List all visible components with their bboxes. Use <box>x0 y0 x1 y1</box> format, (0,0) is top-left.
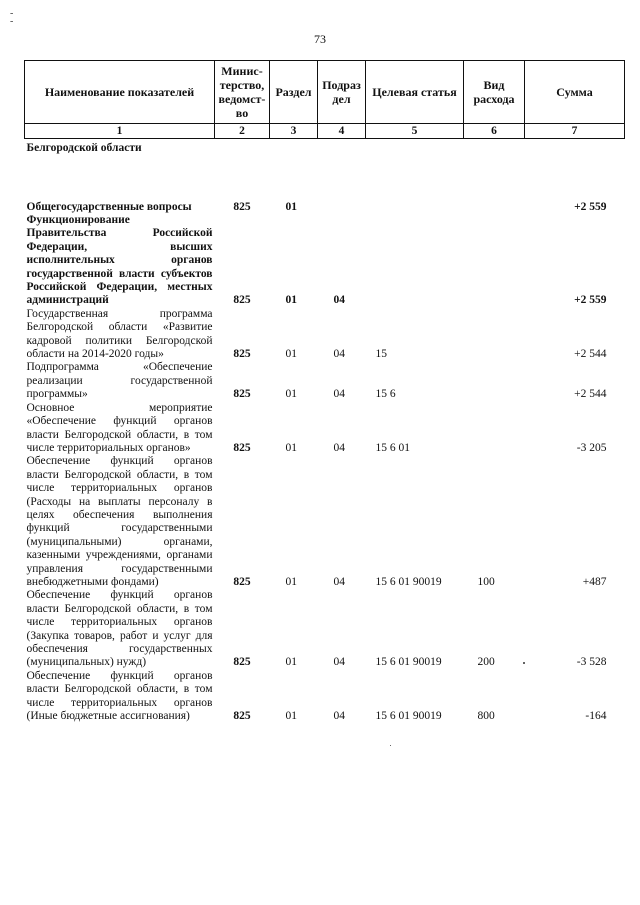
row-expense-type <box>464 361 525 401</box>
row-target-article: 15 6 01 90019 <box>375 656 442 669</box>
row-expense-type <box>464 214 525 308</box>
table-row <box>25 455 625 589</box>
row-ministry: 825 <box>233 200 251 213</box>
row-name: Общегосударственные вопросы <box>26 200 192 213</box>
row-section: 01 <box>285 200 297 213</box>
row-sum: -164 <box>585 710 607 723</box>
row-subsection: 04 <box>333 656 345 669</box>
row-target-article: 15 6 01 90019 <box>375 710 442 723</box>
scan-mark: - - <box>10 8 14 27</box>
row-subsection <box>318 180 366 214</box>
row-ministry: 825 <box>233 294 251 307</box>
column-number: 2 <box>215 124 270 139</box>
row-section: 01 <box>285 710 297 723</box>
page-number: 73 <box>314 32 326 46</box>
row-section: 01 <box>285 348 297 361</box>
org-name-row <box>25 139 625 181</box>
row-section: 01 <box>285 294 297 307</box>
row-expense-type <box>464 402 525 456</box>
row-sum: +2 559 <box>574 294 607 307</box>
row-sum: +487 <box>582 575 607 588</box>
row-expense-type: 200 <box>477 656 495 669</box>
row-sum: -3 528 <box>576 656 607 669</box>
row-ministry: 825 <box>233 388 251 401</box>
row-target-article <box>366 180 464 214</box>
scan-speck <box>390 745 391 746</box>
header-subsection: Подраз дел <box>318 61 366 124</box>
row-subsection: 04 <box>333 388 345 401</box>
row-name: Обеспечение функций органов власти Белгородской области, в том числе территориальных органов (Расходы на выплаты персоналу в целях обеспечения выполнения функций государственными (муниципальными) органами, казенными учреждениями, органами управления государственными внебюджетными фондами) <box>26 455 213 588</box>
table-row <box>25 180 625 214</box>
row-ministry: 825 <box>233 441 251 454</box>
table-row <box>25 670 625 724</box>
row-name: Функционирование Правительства Российской Федерации, высших исполнительных органов государственной власти субъектов Российской Федерации, местных администраций <box>26 214 213 307</box>
column-number: 5 <box>366 124 464 139</box>
row-subsection: 04 <box>333 294 345 307</box>
row-target-article: 15 <box>375 348 387 361</box>
header-section: Раздел <box>270 61 318 124</box>
row-section: 01 <box>285 575 297 588</box>
column-number: 6 <box>464 124 525 139</box>
row-sum: -3 205 <box>576 441 607 454</box>
row-name: Подпрограмма «Обеспечение реализации государственной программы» <box>26 361 213 401</box>
table-row <box>25 361 625 401</box>
table-row <box>25 589 625 669</box>
header-sum: Сумма <box>525 61 625 124</box>
row-subsection: 04 <box>333 575 345 588</box>
column-number: 3 <box>270 124 318 139</box>
row-sum: +2 559 <box>574 200 607 213</box>
row-target-article: 15 6 01 <box>375 441 410 454</box>
row-subsection: 04 <box>333 441 345 454</box>
table-header-row <box>25 61 625 124</box>
row-name: Обеспечение функций органов власти Белгородской области, в том числе территориальных органов (Закупка товаров, работ и услуг для обеспечения государственных (муниципальных) нужд) <box>26 589 213 669</box>
row-name: Основное мероприятие «Обеспечение функций органов власти Белгородской области, в том числе территориальных органов» <box>26 401 213 454</box>
column-number: 4 <box>318 124 366 139</box>
row-name: Государственная программа Белгородской области «Развитие кадровой политики Белгородской области на 2014-2020 годы» <box>26 307 213 361</box>
row-ministry: 825 <box>233 348 251 361</box>
row-sum: +2 544 <box>574 348 607 361</box>
budget-table <box>24 60 625 723</box>
org-name: Белгородской области <box>26 142 142 154</box>
row-name: Обеспечение функций органов власти Белгородской области, в том числе территориальных органов (Иные бюджетные ассигнования) <box>26 669 213 723</box>
row-expense-type: 100 <box>477 575 495 588</box>
row-expense-type <box>464 180 525 214</box>
row-ministry: 825 <box>233 575 251 588</box>
row-ministry: 825 <box>233 710 251 723</box>
scan-speck <box>523 662 525 664</box>
row-target-article <box>366 214 464 308</box>
row-section: 01 <box>285 656 297 669</box>
row-target-article: 15 6 01 90019 <box>375 575 442 588</box>
row-sum: +2 544 <box>574 388 607 401</box>
header-expense-type: Вид расхода <box>464 61 525 124</box>
row-expense-type <box>464 308 525 362</box>
row-section: 01 <box>285 388 297 401</box>
table-row <box>25 402 625 456</box>
row-ministry: 825 <box>233 656 251 669</box>
row-target-article: 15 6 <box>375 388 396 401</box>
column-number: 1 <box>25 124 215 139</box>
row-subsection: 04 <box>333 710 345 723</box>
column-number: 7 <box>525 124 625 139</box>
row-expense-type: 800 <box>477 710 495 723</box>
row-section: 01 <box>285 441 297 454</box>
row-subsection: 04 <box>333 348 345 361</box>
header-name: Наименование показателей <box>25 61 215 124</box>
header-target-article: Целевая статья <box>366 61 464 124</box>
table-row <box>25 214 625 308</box>
table-column-numbers <box>25 124 625 139</box>
table-row <box>25 308 625 362</box>
header-ministry: Минис-терство, ведомст-во <box>215 61 270 124</box>
